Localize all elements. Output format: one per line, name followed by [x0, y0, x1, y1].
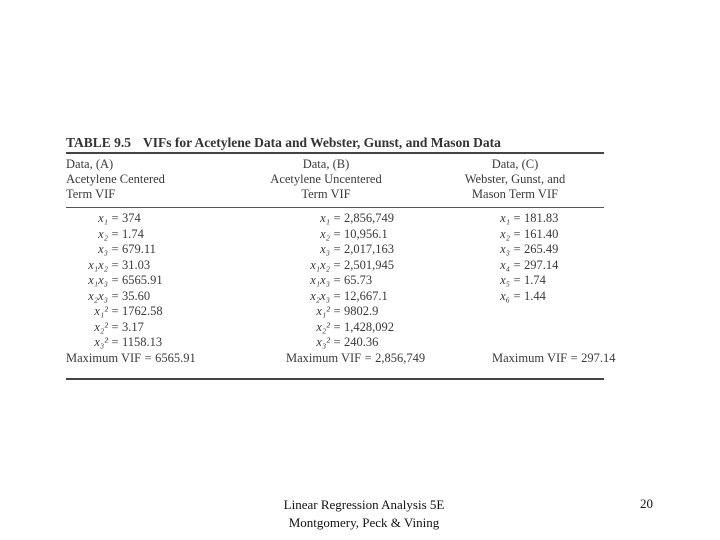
table-row: x₂² = 3.17 — [94, 319, 144, 334]
table-row: x₁² = 9802.9 — [316, 304, 379, 318]
max-vif-c: Maximum VIF = 297.14 — [492, 350, 616, 365]
header-col-a: Data, (A) Acetylene Centered Term VIF — [66, 157, 165, 201]
table-row: x₃² = 1158.13 — [94, 335, 163, 349]
table-row: x₄ = 297.14 — [500, 257, 559, 272]
table-row: x₂x₃ = 12,667.1 — [310, 288, 388, 303]
header-col-b: Data, (B) Acetylene Uncentered Term VIF — [270, 157, 382, 201]
bottom-rule — [66, 378, 604, 380]
footer-authors: Montgomery, Peck & Vining — [288, 515, 440, 530]
table-number: TABLE 9.5 — [66, 135, 132, 150]
table-row: x₅ = 1.74 — [500, 273, 546, 287]
table-row: x₁ = 181.83 — [500, 211, 559, 225]
table-row: x₁x₂ = 2,501,945 — [310, 257, 394, 272]
vif-table — [66, 134, 616, 380]
table-row: x₃² = 240.36 — [316, 335, 379, 349]
table-row: x₃ = 679.11 — [98, 242, 156, 256]
table-row: x₃ = 265.49 — [500, 242, 559, 256]
table-row: x₁ = 374 — [98, 211, 141, 225]
footer-citation — [264, 496, 464, 532]
table-row: x₂ = 1.74 — [98, 226, 144, 241]
table-title: VIFs for Acetylene Data and Webster, Gunst, and Mason Data — [143, 135, 501, 150]
table-row: x₁² = 1762.58 — [94, 304, 163, 318]
column-a — [66, 211, 196, 366]
table-row: x₂ = 161.40 — [500, 226, 559, 241]
page-number: 20 — [640, 496, 653, 511]
table-row: x₁x₃ = 65.73 — [310, 273, 373, 287]
table-row: x₁x₂ = 31.03 — [88, 257, 151, 272]
table-row: x₂x₃ = 35.60 — [88, 288, 151, 303]
table-row: x₃ = 2,017,163 — [320, 242, 394, 256]
column-b — [286, 211, 425, 366]
table-row: x₁ = 2,856,749 — [320, 211, 394, 225]
table-row: x₆ = 1.44 — [500, 288, 546, 303]
table-row: x₂ = 10,956.1 — [320, 226, 388, 241]
column-c — [492, 211, 616, 366]
table-row: x₂² = 1,428,092 — [316, 319, 394, 334]
max-vif-a: Maximum VIF = 6565.91 — [66, 350, 196, 365]
table-row: x₁x₃ = 6565.91 — [88, 273, 163, 287]
table-header — [66, 154, 604, 207]
max-vif-b: Maximum VIF = 2,856,749 — [286, 350, 426, 365]
table-caption — [66, 134, 604, 152]
table-body — [66, 208, 616, 378]
header-col-c: Data, (C) Webster, Gunst, and Mason Term VIF — [464, 157, 566, 201]
footer-book-title: Linear Regression Analysis 5E — [283, 497, 445, 512]
